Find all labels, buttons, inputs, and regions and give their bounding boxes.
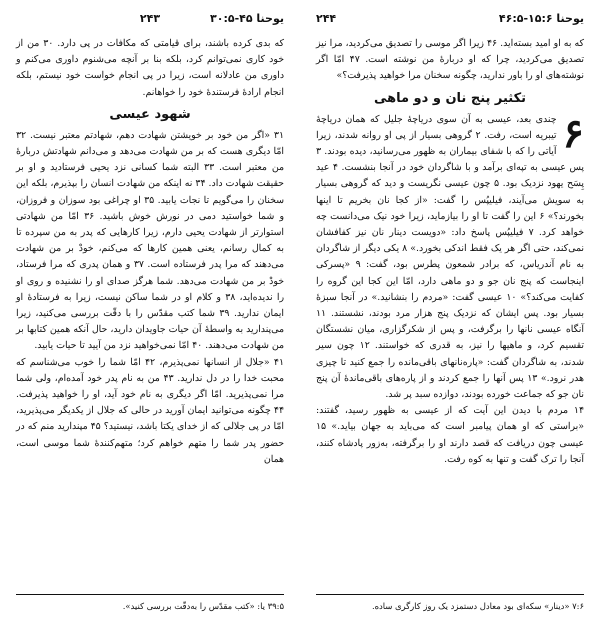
verse-range: ۴۵-۳۰:۵ (210, 12, 253, 25)
running-title (499, 12, 584, 25)
body-paragraph: چندی بعد، عیسی به آن سوی دریاچهٔ جلیل که همان دریاچهٔ تیبریه است، رفت. ۲ گروهی بسیار از پی او روانه شدند، زیرا آیاتی را که با شفای بیماران به ظهور می‌رسانید، دیده بودند. ۳ پس عیسی به تپه‌ای برآمد و با شاگردان خود در آنجا بنشست. ۴ عید پِسَح یهود نزدیک بود. ۵ چون عیسی نگریست و دید که گروهی بسیار به سویش می‌آیند، فیلیپُس را گفت: «از کجا نان بخریم تا اینها بخورند؟» ۶ این را گفت تا او را بیازماید، زیرا خود نیک می‌دانست چه خواهد کرد. ۷ فیلیپُس پاسخ داد: «دویست دینار نان نیز کفافشان نمی‌کند، حتی اگر هر یک فقط اندکی بخورد.» ۸ یکی دیگر از شاگردان به نام آندریاس، که برادر شمعون پطرس بود، گفت: ۹ «پسرکی اینجاست که پنج نان جو و دو ماهی دارد، امّا این کجا این گروه را کفایت می‌کند؟» ۱۰ عیسی گفت: «مردم را بنشانید.» در آنجا سبزهٔ بسیار بود. پس ایشان که نزدیک پنج هزار مرد بودند، نشستند. ۱۱ آنگاه عیسی نانها را برگرفت، و پس از شکرگزاری، میان نشستگان تقسیم کرد، و ماهیها را نیز، به قدری که خواستند. ۱۲ چون سیر شدند، به شاگردان گفت: «پاره‌نانهای باقی‌مانده را جمع کنید تا چیزی هدر نرود.» ۱۳ پس آنها را جمع کردند و از پاره‌های باقی‌ماندهٔ آن پنج نان جو که جماعت خورده بودند، دوازده سبد پر شد. (316, 113, 585, 401)
left-page-header (16, 12, 284, 28)
body-paragraph: که به او امید بسته‌اید. ۴۶ زیرا اگر موسی را تصدیق می‌کردید، مرا نیز تصدیق می‌کردید، چرا که او دربارهٔ من نوشته است. ۴۷ امّا اگر نوشته‌های او را باور ندارید، چگونه سخنان مرا خواهید پذیرفت؟» (316, 38, 584, 82)
section-heading: تکثیر پنج نان و دو ماهی (373, 90, 527, 106)
book-name: یوحنا (556, 12, 584, 25)
section-heading: شهود عیسی (109, 106, 191, 122)
page-number: ۲۴۳ (139, 12, 161, 25)
body-paragraph: که بدی کرده باشند، برای قیامتی که مکافات در پی دارد. ۳۰ من از خود کاری نمی‌توانم کرد، بلکه بنا بر آنچه می‌شنوم داوری می‌کنم و داوری من عادلانه است، زیرا در پی انجام خواست خود نیستم، بلکه انجام ارادهٔ فرستندهٔ خود را خواهانم. (16, 38, 284, 98)
chapter-block (316, 109, 585, 404)
right-page-header (316, 12, 584, 28)
right-page (300, 0, 600, 626)
footnote: ۳۹:۵ یا: «کتب مقدّس را به‌دقّت بررسی کنید». (122, 601, 284, 611)
footnote-divider (316, 594, 584, 595)
body-paragraph: ۴۱ «جلال از انسانها نمی‌پذیرم، ۴۲ امّا شما را خوب می‌شناسم که محبت خدا را در دل ندارید. ۴۳ من به نام پدر خود آمده‌ام، ولی شما مرا نمی‌پذیرید. امّا اگر دیگری به نام خود آید، او را خواهید پذیرفت. ۴۴ چگونه می‌توانید ایمان آورید در حالی که جلال از یکدیگر می‌پذیرید، امّا در پی جلالی که از خدای یکتا باشد، نیستید؟ ۴۵ مپندارید منم که در حضور پدر شما را متهم خواهم کرد؛ متهم‌کنندهٔ شما موسی است، همان (16, 356, 284, 465)
right-text-column (316, 36, 584, 468)
body-paragraph: ۱۴ مردم با دیدن این آیت که از عیسی به ظهور رسید، گفتند: «براستی که او همان پیامبر است که می‌باید به جهان بیاید.» ۱۵ عیسی چون دریافت که قصد دارند او را برگرفته، به‌زور پادشاه کنند، آنجا را ترک گفت و تنها به کوه رفت. (316, 405, 584, 465)
body-paragraph: ۳۱ «اگر من خود بر خویشتن شهادت دهم، شهادتم معتبر نیست. ۳۲ امّا دیگری هست که بر من شهادت می‌دهد و می‌دانم شهادتش دربارهٔ من معتبر است. ۳۳ البته شما کسانی نزد یحیی فرستادید و او بر حقیقت شهادت داد. ۳۴ نه اینکه من شهادت انسان را بپذیرم، بلکه این سخنان را می‌گویم تا نجات یابید. ۳۵ او چراغی بود سوزان و فروزان، و شما خواستید دمی در نورش خوش باشید. ۳۶ امّا من شهادتی استوارتر از شهادت یحیی دارم، زیرا کارهایی که پدر به من سپرده تا به کمال رسانم، یعنی همین کارها که می‌کنم، خودْ بر من شهادت می‌دهند که مرا پدر فرستاده است. ۳۷ و همان پدری که مرا فرستاد، خودْ بر من شهادت می‌دهد. شما هرگز صدای او را نشنیده و روی او را ندیده‌اید، ۳۸ و کلام او در شما ساکن نیست، زیرا به فرستادهٔ او ایمان ندارید. ۳۹ شما کتب مقدّس را با دقّت بررسی می‌کنید، زیرا می‌پندارید به واسطهٔ آن حیات جاویدان دارید، حال آنکه همین کتابها بر من شهادت می‌دهند. ۴۰ امّا نمی‌خواهید نزد من آیید تا حیات یابید. (16, 129, 284, 352)
verse-range: ۱۵:۶-۴۶:۵ (498, 12, 553, 25)
left-text-column (16, 36, 284, 468)
chapter-number: ۶ (562, 109, 584, 157)
footnote-divider (16, 594, 284, 595)
page-number: ۲۴۴ (316, 12, 337, 25)
footnote: ۷:۶ «دینار» سکه‌ای بود معادل دستمزد یک روز کارگری ساده. (371, 601, 584, 611)
book-name: یوحنا (256, 12, 284, 25)
